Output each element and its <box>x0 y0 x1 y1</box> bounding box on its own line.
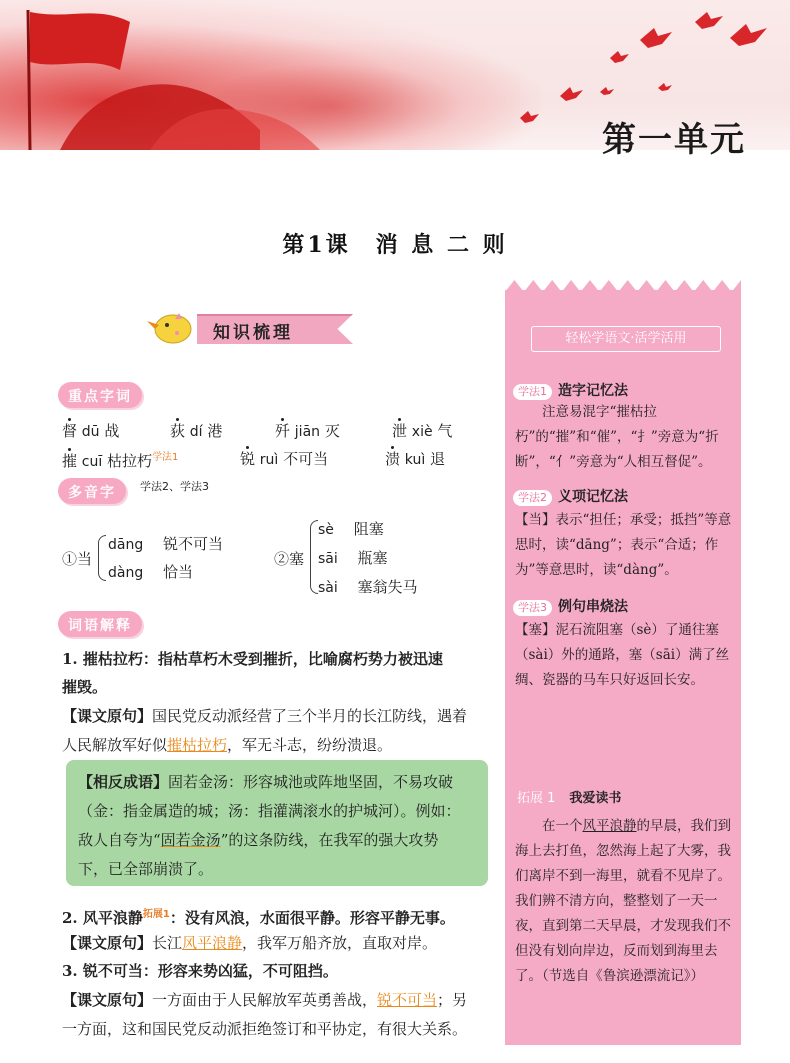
method-1-text: 注意易混字“摧枯拉朽”的“摧”和“催”，“扌”旁意为“折断”，“亻”旁意为“人相互督促”。 <box>515 404 719 470</box>
method-1-label: 学法1 <box>513 384 552 400</box>
antonym-line-4: 下，已全部崩溃了。 <box>78 860 214 878</box>
zigzag-edge <box>505 280 741 292</box>
orig-sentence-3b: 一方面，这和国民党反动派拒绝签订和平协定，有很大关系。 <box>62 1020 468 1038</box>
orig-sentence-2: 【课文原句】长江风平浪静，我军万船齐放，直取对岸。 <box>62 934 438 952</box>
brace-b <box>310 520 318 594</box>
method-2-title: 义项记忆法 <box>558 489 628 505</box>
section-label: 知识梳理 <box>213 323 293 343</box>
method-3-heading <box>513 596 628 614</box>
key-char-7: 溃 kuì 退 <box>385 450 446 468</box>
orig-sentence-3a: 【课文原句】一方面由于人民解放军英勇善战，锐不可当；另 <box>62 991 468 1009</box>
polyphone-b-2: sāi 瓶塞 <box>318 549 388 567</box>
unit-banner <box>0 0 790 168</box>
key-char-1: 督 dū 战 <box>62 422 120 440</box>
lesson-title: 第1课 消 息 二 则 <box>282 232 508 258</box>
method-1-heading <box>513 380 628 398</box>
unit-title: 第一单元 <box>602 120 746 160</box>
method-2-text: 【当】表示“担任；承受；抵挡”等意思时，读“dāng”；表示“合适；作为”等意思时，读“dàng”。 <box>515 512 732 578</box>
polyphone-b-label: ②塞 <box>274 550 305 568</box>
tag-vocab: 词语解释 <box>58 611 142 637</box>
vocab-item-1-line2: 摧毁。 <box>62 678 108 696</box>
extension-text: 在一个风平浪静的早晨，我们到海上去打鱼，忽然海上起了大雾，我们离岸不到一海里，就看不见岸了。我们辨不清方向，整整划了一天一夜，直到第二天早晨，才发现我们不但没有划向岸边，反而划到海里去了。（节选自《鲁滨逊漂流记》） <box>515 818 731 984</box>
key-char-2: 荻 dí 港 <box>170 422 223 440</box>
antonym-line-3: 敌人自夸为“固若金汤”的这条防线，在我军的强大攻势 <box>78 831 439 849</box>
key-char-5: 摧 cuī 枯拉朽$^{学法1}$ <box>62 452 179 470</box>
extension-heading: 拓展 1 我爱读书 <box>517 791 622 806</box>
polyphone-a-label: ①当 <box>62 550 93 568</box>
vocab-item-1-line1: 1. 摧枯拉朽：指枯草朽木受到摧折，比喻腐朽势力被迅速 <box>62 650 443 668</box>
study-methods-sidebar <box>505 290 741 1045</box>
orig-sentence-1b: 人民解放军好似摧枯拉朽，军无斗志，纷纷溃退。 <box>62 736 393 754</box>
brace-a <box>98 535 106 581</box>
sidebar-header: 轻松学语文·活学活用 <box>531 326 721 352</box>
method-3-label: 学法3 <box>513 600 552 616</box>
polyphone-a-1: dāng 锐不可当 <box>108 535 224 553</box>
method-1-title: 造字记忆法 <box>558 383 628 399</box>
tag-polyphone: 多音字 <box>58 478 126 504</box>
method-2-heading <box>513 486 628 504</box>
key-char-6: 锐 ruì 不可当 <box>240 450 329 468</box>
method-3-title: 例句串烧法 <box>558 599 628 615</box>
orig-sentence-1a: 【课文原句】国民党反动派经营了三个半月的长江防线，遇着 <box>62 707 468 725</box>
vocab-item-3: 3. 锐不可当：形容来势凶猛，不可阻挡。 <box>62 962 338 980</box>
polyphone-b-3: sài 塞翁失马 <box>318 578 418 596</box>
polyphone-a-2: dàng 恰当 <box>108 563 194 581</box>
polyphone-b-1: sè 阻塞 <box>318 520 384 538</box>
method-3-text: 【塞】泥石流阻塞（sè）了通往塞（sài）外的通路，塞（sāi）满了丝绸、瓷器的马车只好返回长安。 <box>515 622 730 688</box>
key-char-4: 泄 xiè 气 <box>392 422 453 440</box>
polyphone-ref: 学法2、学法3 <box>140 480 209 493</box>
tag-key-chars: 重点字词 <box>58 382 142 408</box>
antonym-line-2: （金：指金属造的城；汤：指灌满滚水的护城河）。例如： <box>78 802 461 820</box>
chick-icon <box>145 309 195 347</box>
method-2-label: 学法2 <box>513 490 552 506</box>
vocab-item-2: 2. 风平浪静$^{拓展1}$：没有风浪，水面很平静。形容平静无事。 <box>62 909 455 927</box>
key-char-3: 歼 jiān 灭 <box>275 422 340 440</box>
antonym-line-1: 【相反成语】固若金汤：形容城池或阵地坚固，不易攻破 <box>78 773 454 791</box>
section-banner <box>145 309 355 349</box>
